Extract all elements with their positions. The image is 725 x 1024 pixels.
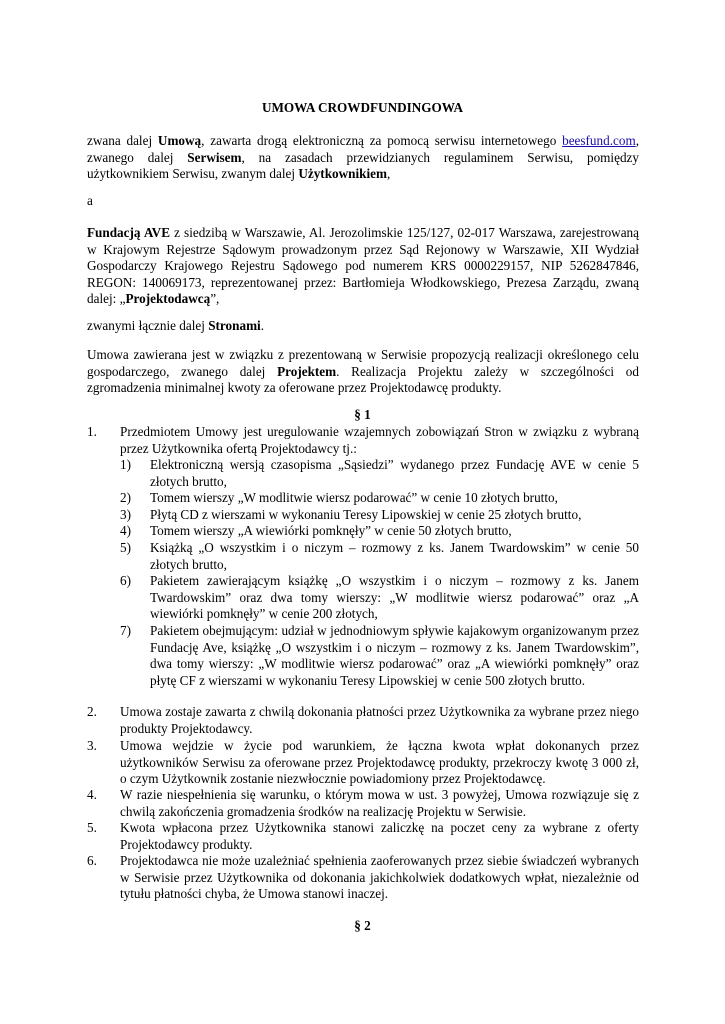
foundation-name: Fundacją AVE bbox=[87, 225, 171, 240]
beesfund-link[interactable]: beesfund.com bbox=[562, 133, 636, 148]
list-item bbox=[87, 704, 639, 737]
sub-item-text: Pakietem obejmującym: udział w jednodniowym spływie kajakowym organizowanym przez Fundację Ave, książkę „O wszystkim i o niczym – rozmowy z ks. Janem Twardowskim”, dwa tomy wierszy: „W modlitwie wiersz podarować” oraz „A wiewiórki pomknęły” oraz płytę CF z wierszami w wykonaniu Teresy Lipowskiej w cenie 500 złotych brutto. bbox=[150, 623, 639, 688]
section-1-heading: § 1 bbox=[354, 407, 371, 422]
item-text: Kwota wpłacona przez Użytkownika stanowi zaliczkę na poczet ceny za wybrane z oferty Projektodawcy produkty. bbox=[120, 820, 639, 852]
parties-end: . bbox=[260, 318, 265, 333]
sub-item-number: 1) bbox=[120, 457, 131, 472]
item-number: 1. bbox=[87, 424, 97, 439]
conjunction-a: a bbox=[87, 193, 93, 208]
list-item bbox=[87, 820, 639, 853]
list-item bbox=[87, 424, 639, 457]
item-number: 2. bbox=[87, 704, 97, 719]
intro-text: , na zasadach przewidzianych regulaminem Serwisu, pomiędzy użytkownikiem Serwisu, zwanym dalej bbox=[87, 149, 639, 182]
intro-text: , zawarta drogą elektroniczną za pomocą serwisu internetowego bbox=[201, 133, 563, 148]
item-number: 4. bbox=[87, 787, 97, 802]
sub-item-text: Książką „O wszystkim i o niczym – rozmowy z ks. Janem Twardowskim” w cenie 50 złotych brutto, bbox=[150, 540, 639, 572]
document-title: UMOWA CROWDFUNDINGOWA bbox=[261, 100, 464, 115]
term-projektodawca: Projektodawcą bbox=[125, 291, 211, 307]
intro-text: , bbox=[386, 166, 391, 182]
sub-list-item bbox=[120, 523, 639, 540]
sub-item-number: 5) bbox=[120, 540, 131, 555]
sub-item-number: 6) bbox=[120, 573, 131, 588]
foundation-text: z siedzibą w Warszawie, Al. Jerozolimskie 125/127, 02-017 Warszawa, zarejestrowaną w Krajowym Rejestrze Sądowym prowadzonym przez Sąd Rejonowy w Warszawie, XII Wydział Gospodarczy Krajowego Rejestru Sądowego pod numerem KRS 0000229157, NIP 5262847846, REGON: 140069173, reprezentowanej przez: Bartłomieja Włodkowskiego, Prezesa Zarządu, zwaną dalej: „ bbox=[87, 225, 640, 307]
purpose-text: . Realizacja Projektu zależy w szczególności od zgromadzenia minimalnej kwoty za oferowane przez Projektodawcę produkty. bbox=[87, 363, 639, 396]
item-text: Umowa wejdzie w życie pod warunkiem, że łączna kwota wpłat dokonanych przez użytkowników Serwisu za oferowane przez Projektodawcę produkty, przekroczy kwotę 3 000 zł, o czym Użytkownik zostanie niezwłocznie powiadomiony przez Projektodawcę. bbox=[120, 738, 639, 787]
sub-item-text: Płytą CD z wierszami w wykonaniu Teresy Lipowskiej w cenie 25 złotych brutto, bbox=[150, 507, 582, 522]
sub-item-text: Tomem wierszy „W modlitwie wiersz podarować” w cenie 10 złotych brutto, bbox=[150, 490, 558, 505]
term-serwis: Serwisem bbox=[187, 149, 242, 165]
sub-item-number: 2) bbox=[120, 490, 131, 505]
parties-paragraph bbox=[87, 318, 639, 335]
term-uzytkownik: Użytkownikiem bbox=[298, 166, 387, 182]
item-text: Projektodawca nie może uzależniać spełnienia zaoferowanych przez siebie świadczeń wybranych w Serwisie przez Użytkownika od dokonania jakichkolwiek dodatkowych wpłat, niezależnie od tytułu płatności chyba, że Umowa stanowi inaczej. bbox=[120, 853, 639, 902]
item-text: Przedmiotem Umowy jest uregulowanie wzajemnych zobowiązań Stron w związku z wybraną przez Użytkownika ofertą Projektodawcy tj.: bbox=[120, 424, 639, 456]
sub-item-text: Elektroniczną wersją czasopisma „Sąsiedzi” wydanego przez Fundację AVE w cenie 5 złotych brutto, bbox=[150, 457, 639, 489]
sub-list-item bbox=[120, 623, 639, 689]
foundation-end: ”, bbox=[210, 291, 220, 307]
intro-text: , zwanego dalej bbox=[87, 133, 639, 165]
list-item bbox=[87, 853, 639, 903]
intro-paragraph bbox=[87, 133, 639, 183]
term-projekt: Projektem bbox=[277, 363, 337, 379]
sub-item-number: 3) bbox=[120, 507, 131, 522]
item-number: 6. bbox=[87, 853, 97, 868]
sub-list-item bbox=[120, 457, 639, 490]
sub-item-number: 7) bbox=[120, 623, 131, 638]
sub-list-item bbox=[120, 507, 639, 524]
item-text: Umowa zostaje zawarta z chwilą dokonania płatności przez Użytkownika za wybrane przez niego produkty Projektodawcy. bbox=[120, 704, 639, 736]
sub-list-item bbox=[120, 490, 639, 507]
purpose-paragraph bbox=[87, 347, 639, 397]
item-number: 5. bbox=[87, 820, 97, 835]
section-2-heading: § 2 bbox=[354, 918, 371, 933]
intro-text: zwana dalej bbox=[87, 133, 158, 148]
sub-item-number: 4) bbox=[120, 523, 131, 538]
parties-text: zwanymi łącznie dalej bbox=[87, 318, 209, 333]
purpose-text: Umowa zawierana jest w związku z prezentowaną w Serwisie propozycją realizacji określonego celu gospodarczego, zwanego dalej bbox=[87, 347, 639, 379]
sub-item-text: Tomem wierszy „A wiewiórki pomknęły” w cenie 50 złotych brutto, bbox=[150, 523, 512, 538]
list-item bbox=[87, 738, 639, 788]
foundation-paragraph bbox=[87, 225, 639, 308]
sub-list-item bbox=[120, 540, 639, 573]
item-number: 3. bbox=[87, 738, 97, 753]
sub-list-item bbox=[120, 573, 639, 623]
term-umowa: Umową bbox=[157, 133, 202, 148]
list-item bbox=[87, 787, 639, 820]
sub-item-text: Pakietem zawierającym książkę „O wszystkim i o niczym – rozmowy z ks. Janem Twardowskim” oraz dwa tomy wierszy: „W modlitwie wiersz podarować” oraz „A wiewiórki pomknęły” w cenie 200 złotych, bbox=[150, 573, 639, 622]
item-text: W razie niespełnienia się warunku, o którym mowa w ust. 3 powyżej, Umowa rozwiązuje się z chwilą zakończenia gromadzenia środków na realizację Projektu w Serwisie. bbox=[120, 787, 639, 819]
term-strony: Stronami bbox=[208, 318, 261, 333]
